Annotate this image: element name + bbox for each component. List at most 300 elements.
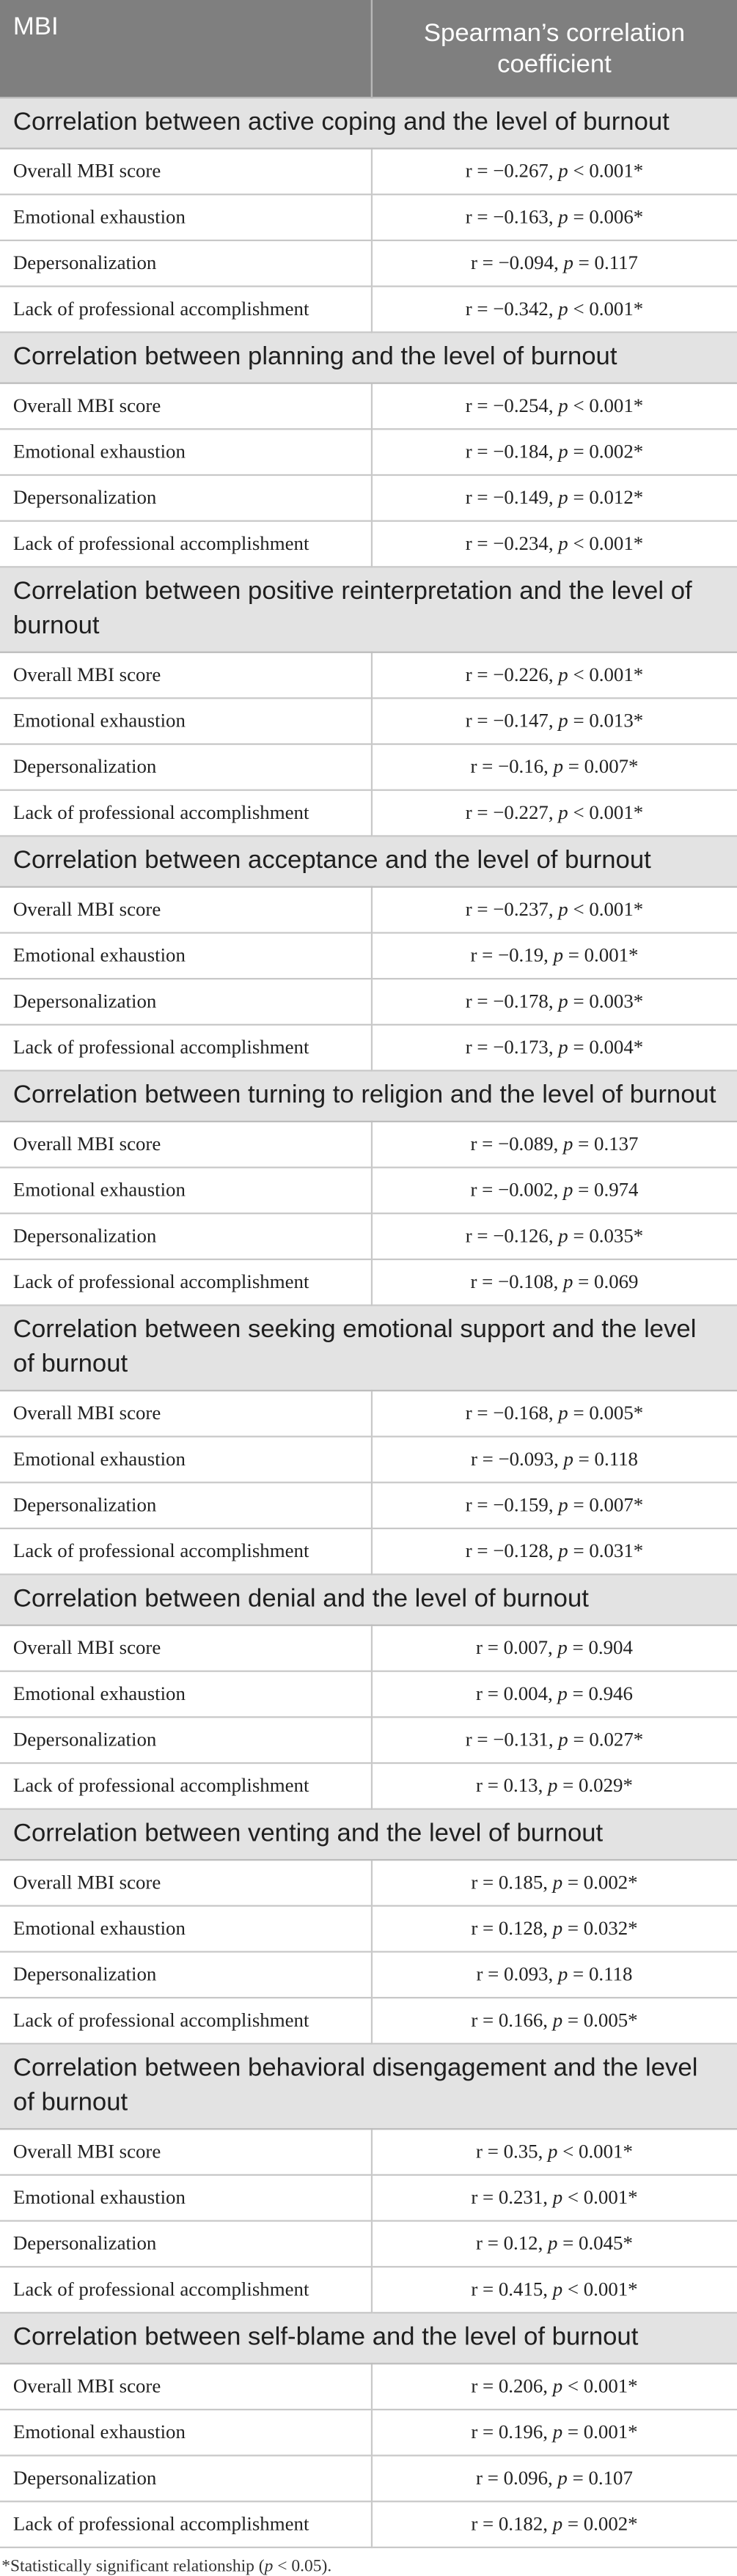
row-value [371,521,737,567]
row-label: Lack of professional accomplishment [0,1259,371,1306]
sep: , [554,1447,564,1471]
row-value [371,1213,737,1259]
section-header-row [0,836,737,886]
sep: , [543,943,554,967]
significance-star: * [633,1401,644,1424]
row-label: Emotional exhaustion [0,698,371,744]
sep: , [548,1401,559,1424]
row-label: Lack of professional accomplishment [0,1025,371,1071]
row-label: Lack of professional accomplishment [0,2267,371,2313]
p-symbol: p [558,485,568,509]
row-label: Lack of professional accomplishment [0,790,371,836]
p-value: 0.117 [594,251,638,274]
p-value: 0.069 [594,1270,639,1293]
section-title: Correlation between denial and the level of burnout [0,1575,737,1625]
r-value: −0.089 [497,1132,554,1155]
r-value: −0.126 [493,1223,549,1248]
sep: , [543,2277,553,2301]
r-prefix: r = [476,1962,505,1986]
significance-star: * [628,1870,638,1894]
p-operator: = [568,439,590,463]
p-symbol: p [557,1682,568,1705]
sep: , [553,1132,564,1155]
r-value: 0.196 [498,2420,543,2443]
p-value: 0.007 [589,1493,634,1517]
p-symbol: p [558,394,568,417]
sep: , [548,801,559,824]
sep: , [548,1727,559,1751]
p-value: 0.001 [583,2420,628,2443]
p-symbol: p [563,1178,573,1201]
footnote [0,2548,737,2576]
sep: , [548,297,559,320]
p-operator: = [568,1401,590,1424]
r-value: −0.093 [498,1447,554,1471]
sep: , [548,1493,559,1517]
section-title: Correlation between turning to religion and the level of burnout [0,1070,737,1121]
p-symbol: p [547,1773,558,1797]
significance-star: * [628,2374,638,2398]
sep: , [543,2420,553,2443]
r-prefix: r = [470,1132,498,1155]
sep: , [548,663,559,686]
p-symbol: p [557,1962,568,1986]
significance-star: * [628,1916,638,1940]
r-prefix: r = [471,1916,499,1940]
p-symbol: p [553,943,564,967]
p-value: 0.035 [589,1223,634,1248]
significance-star: * [633,1539,644,1562]
sep: , [548,159,559,183]
p-symbol: p [547,2231,558,2255]
sep: , [543,754,554,778]
r-value: −0.227 [493,801,549,824]
row-label: Depersonalization [0,240,371,287]
p-value: 0.031 [589,1539,634,1562]
section-title: Correlation between self-blame and the level of burnout [0,2313,737,2363]
row-label: Emotional exhaustion [0,429,371,475]
p-operator: < [568,394,590,417]
r-value: −0.254 [493,394,549,417]
table-row [0,521,737,567]
p-operator: = [557,2231,579,2255]
p-symbol: p [552,2374,563,2398]
p-value: 0.001 [583,2374,628,2398]
row-label: Overall MBI score [0,652,371,699]
table-row [0,1906,737,1952]
significance-star: * [628,2185,638,2209]
r-prefix: r = [471,2420,499,2443]
r-value: −0.002 [497,1178,554,1201]
section-header-row [0,332,737,383]
row-value [371,1906,737,1952]
r-prefix: r = [465,1401,494,1424]
table-row [0,2410,737,2456]
row-value [371,887,737,933]
r-prefix: r = [465,663,494,686]
table-row [0,1860,737,1906]
r-prefix: r = [470,1270,498,1293]
sep: , [554,251,564,274]
row-value [371,2363,737,2410]
r-value: −0.234 [493,531,549,555]
section-title: Correlation between seeking emotional support and the level of burnout [0,1306,737,1391]
significance-star: * [633,1493,644,1517]
p-value: 0.002 [583,1870,628,1894]
r-value: 0.093 [504,1962,549,1986]
p-symbol: p [558,708,568,732]
p-operator: = [562,2511,584,2536]
r-prefix: r = [476,1773,504,1797]
r-prefix: r = [465,205,494,229]
table-row [0,240,737,287]
p-value: 0.118 [594,1447,638,1471]
sep: , [553,1270,564,1293]
sep: , [543,2511,553,2536]
table-row [0,2267,737,2313]
section-header-row [0,97,737,148]
row-value [371,429,737,475]
sep: , [548,1539,559,1562]
significance-star: * [628,2420,638,2443]
sep: , [548,989,559,1013]
p-operator: = [563,754,584,778]
table-row [0,1437,737,1483]
sep: , [548,394,559,417]
p-value: 0.045 [579,2231,623,2255]
sep: , [548,1962,558,1986]
r-value: −0.163 [493,205,549,229]
significance-star: * [628,754,639,778]
p-operator: = [562,1870,584,1894]
p-value: 0.001 [589,159,634,183]
row-label: Overall MBI score [0,1122,371,1168]
row-value [371,149,737,195]
r-value: 0.185 [498,1870,543,1894]
r-value: −0.178 [493,989,549,1013]
p-symbol: p [558,297,568,320]
r-value: −0.19 [497,943,544,967]
table-row [0,1168,737,1214]
row-label: Overall MBI score [0,887,371,933]
significance-star: * [633,205,644,229]
p-operator: < [568,663,590,686]
p-symbol: p [552,2277,563,2301]
row-label: Depersonalization [0,1213,371,1259]
p-operator: < [568,531,590,555]
row-value [371,475,737,521]
p-operator: = [557,1773,579,1797]
p-symbol: p [558,159,568,183]
r-value: −0.342 [493,297,549,320]
p-operator: = [568,1493,590,1517]
row-value [371,652,737,699]
r-prefix: r = [471,2008,499,2032]
row-value [371,2129,737,2175]
row-label: Overall MBI score [0,2129,371,2175]
significance-star: * [633,663,644,686]
section-title: Correlation between acceptance and the level of burnout [0,836,737,886]
significance-star: * [633,394,644,417]
p-value: 0.001 [583,2277,628,2301]
p-symbol: p [558,1223,568,1248]
header-row [0,0,737,97]
table-row [0,744,737,790]
table-row [0,1122,737,1168]
sep: , [548,708,559,732]
r-value: 0.007 [503,1635,548,1659]
row-label: Emotional exhaustion [0,1168,371,1214]
row-label: Depersonalization [0,2456,371,2502]
table-row [0,1951,737,1998]
significance-star: * [633,1035,644,1059]
p-operator: = [568,1223,590,1248]
p-operator: = [568,1035,590,1059]
significance-star: * [623,1773,633,1797]
p-symbol: p [552,2185,563,2209]
p-value: 0.007 [584,754,629,778]
p-operator: < [562,2374,584,2398]
r-prefix: r = [476,2139,504,2163]
section-header-row [0,1306,737,1391]
r-value: −0.267 [493,159,549,183]
sep: , [548,439,559,463]
r-value: −0.149 [493,485,549,509]
table-row [0,194,737,240]
r-prefix: r = [465,897,494,921]
table-row [0,1259,737,1306]
r-value: 0.12 [503,2231,538,2255]
p-symbol: p [552,1916,563,1940]
sep: , [538,2139,548,2163]
p-operator: = [573,1178,595,1201]
p-value: 0.001 [589,801,634,824]
sep: , [543,2185,553,2209]
significance-star: * [633,439,644,463]
section-title: Correlation between active coping and the level of burnout [0,97,737,148]
row-value [371,979,737,1025]
r-prefix: r = [476,2231,504,2255]
p-value: 0.001 [589,531,634,555]
row-label: Depersonalization [0,2221,371,2267]
row-label: Emotional exhaustion [0,194,371,240]
p-operator: = [568,1727,590,1751]
p-value: 0.001 [589,297,634,320]
p-value: 0.027 [589,1727,634,1751]
row-label: Overall MBI score [0,1391,371,1437]
footnote-post: < 0.05). [273,2558,332,2576]
r-prefix: r = [465,1035,494,1059]
significance-star: * [633,1223,644,1248]
table-row [0,1025,737,1071]
p-symbol: p [552,2008,563,2032]
table-row [0,979,737,1025]
row-value [371,1763,737,1809]
p-operator: = [563,943,584,967]
p-value: 0.137 [594,1132,639,1155]
sep: , [538,2231,548,2255]
p-value: 0.001 [579,2139,623,2163]
row-label: Emotional exhaustion [0,2175,371,2221]
table-row [0,2129,737,2175]
table-row [0,149,737,195]
sep: , [548,1223,559,1248]
row-value [371,383,737,430]
p-operator: = [562,1916,584,1940]
p-symbol: p [552,2511,563,2536]
row-value [371,1717,737,1763]
row-label: Overall MBI score [0,1625,371,1671]
table-row [0,2456,737,2502]
p-value: 0.005 [589,1401,634,1424]
row-value [371,744,737,790]
p-operator: < [562,2185,584,2209]
significance-star: * [633,989,644,1013]
r-prefix: r = [470,1178,498,1201]
row-value [371,790,737,836]
significance-star: * [633,801,644,824]
sep: , [543,2374,553,2398]
section-header-row [0,567,737,652]
row-label: Emotional exhaustion [0,1437,371,1483]
p-operator: < [568,897,590,921]
sep: , [547,1682,558,1705]
r-prefix: r = [465,1493,494,1517]
r-prefix: r = [471,2374,499,2398]
sep: , [548,485,559,509]
table-row [0,2501,737,2547]
p-value: 0.002 [583,2511,628,2536]
sep: , [543,1870,553,1894]
row-label: Emotional exhaustion [0,2410,371,2456]
p-operator: < [562,2277,584,2301]
sep: , [538,1773,548,1797]
row-label: Depersonalization [0,475,371,521]
p-operator: = [568,708,590,732]
row-value [371,2267,737,2313]
row-label: Emotional exhaustion [0,932,371,979]
r-prefix: r = [465,159,494,183]
row-value [371,1482,737,1528]
significance-star: * [623,2139,633,2163]
row-label: Overall MBI score [0,1860,371,1906]
row-value [371,1168,737,1214]
row-value [371,1391,737,1437]
significance-star: * [633,1727,644,1751]
p-symbol: p [552,2420,563,2443]
r-prefix: r = [470,754,498,778]
p-operator: = [573,1447,595,1471]
significance-star: * [628,2511,638,2536]
p-value: 0.107 [588,2466,633,2489]
r-prefix: r = [465,297,494,320]
p-value: 0.974 [594,1178,639,1201]
table-row [0,698,737,744]
p-value: 0.001 [589,394,634,417]
p-symbol: p [558,531,568,555]
p-value: 0.001 [589,663,634,686]
row-value [371,1671,737,1718]
p-symbol: p [557,2466,568,2489]
r-value: −0.094 [498,251,554,274]
p-symbol: p [558,989,568,1013]
table-row [0,652,737,699]
row-value [371,1860,737,1906]
section-header-row [0,2313,737,2363]
row-value [371,1528,737,1575]
r-value: −0.237 [493,897,549,921]
r-prefix: r = [476,1682,504,1705]
sep: , [553,1178,564,1201]
r-prefix: r = [465,1727,494,1751]
p-operator: = [568,485,590,509]
r-value: −0.226 [493,663,549,686]
row-label: Lack of professional accomplishment [0,2501,371,2547]
row-value [371,287,737,333]
p-operator: = [562,2008,584,2032]
r-prefix: r = [471,1870,499,1894]
row-value [371,698,737,744]
r-prefix: r = [465,1539,494,1562]
row-label: Emotional exhaustion [0,1671,371,1718]
row-label: Overall MBI score [0,149,371,195]
p-value: 0.002 [589,439,634,463]
p-symbol: p [563,1447,573,1471]
table-row [0,287,737,333]
p-operator: = [568,205,590,229]
row-label: Overall MBI score [0,2363,371,2410]
p-value: 0.118 [588,1962,633,1986]
footnote-p: p [264,2558,274,2576]
p-operator: < [568,159,590,183]
p-value: 0.012 [589,485,634,509]
footnote-pre: *Statistically significant relationship ( [1,2558,265,2576]
row-label: Depersonalization [0,1717,371,1763]
p-operator: < [568,801,590,824]
sep: , [547,1635,558,1659]
row-label: Lack of professional accomplishment [0,1998,371,2044]
table-row [0,383,737,430]
sep: , [543,1916,553,1940]
r-value: 0.004 [503,1682,548,1705]
p-value: 0.946 [588,1682,633,1705]
r-prefix: r = [465,394,494,417]
p-symbol: p [563,1132,573,1155]
r-value: −0.131 [493,1727,549,1751]
r-value: 0.35 [503,2139,538,2163]
p-operator: = [573,1132,595,1155]
p-value: 0.003 [589,989,634,1013]
table-row [0,932,737,979]
row-label: Depersonalization [0,744,371,790]
r-value: −0.147 [493,708,549,732]
significance-star: * [628,2277,638,2301]
p-symbol: p [558,439,568,463]
p-symbol: p [558,1539,568,1562]
table-row [0,2363,737,2410]
r-value: 0.231 [498,2185,543,2209]
p-symbol: p [563,251,573,274]
row-label: Depersonalization [0,1482,371,1528]
significance-star: * [633,485,644,509]
p-operator: = [568,1539,590,1562]
significance-star: * [633,159,644,183]
p-symbol: p [558,801,568,824]
p-symbol: p [558,897,568,921]
row-value [371,2456,737,2502]
p-operator: = [567,2466,589,2489]
p-operator: = [567,1682,589,1705]
